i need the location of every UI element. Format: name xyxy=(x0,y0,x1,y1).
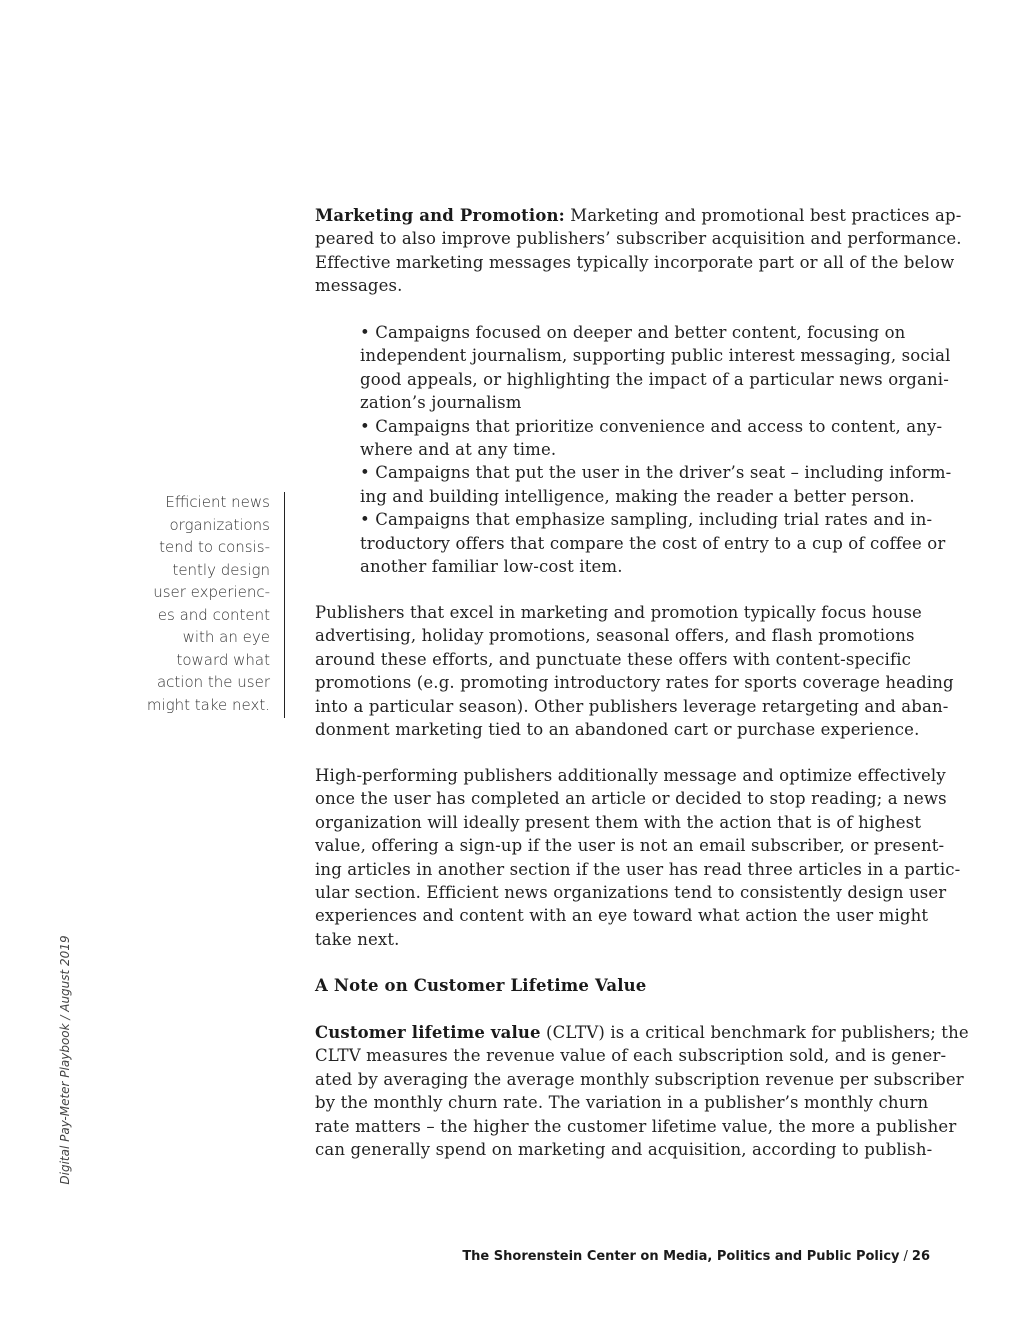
marketing-paragraph xyxy=(315,204,962,298)
bullet-line: independent journalism, supporting public interest messaging, social xyxy=(360,346,951,366)
pull-quote-line: might take next. xyxy=(146,695,270,714)
page-footer xyxy=(462,1249,930,1264)
publishers-paragraph xyxy=(315,601,954,741)
paragraph-line: peared to also improve publishers’ subscriber acquisition and performance. xyxy=(315,229,962,249)
bullet-line: • Campaigns focused on deeper and better content, focusing on xyxy=(360,323,906,342)
bullet-line: zation’s journalism xyxy=(360,393,522,413)
page-number: 26 xyxy=(911,1249,930,1264)
paragraph-line: High-performing publishers additionally message and optimize effectively xyxy=(315,766,946,785)
pull-quote-line: with an eye xyxy=(182,628,270,646)
pull-quote-line: toward what xyxy=(176,650,270,669)
cltv-section-heading: A Note on Customer Lifetime Value xyxy=(315,976,647,995)
sidebar-pull-quote xyxy=(140,491,270,716)
paragraph-line: ated by averaging the average monthly subscription revenue per subscriber xyxy=(315,1069,964,1089)
bullet-line: good appeals, or highlighting the impact of a particular news organi- xyxy=(360,369,949,389)
paragraph-line: promotions (e.g. promoting introductory rates for sports coverage heading xyxy=(315,673,954,693)
paragraph-line: around these efforts, and punctuate these offers with content-specific xyxy=(315,649,912,669)
paragraph-line: can generally spend on marketing and acquisition, according to publish- xyxy=(315,1140,933,1160)
running-side-note: Digital Pay-Meter Playbook / August 2019 xyxy=(58,935,72,1185)
paragraph-line: rate matters – the higher the customer lifetime value, the more a publisher xyxy=(315,1116,957,1136)
footer-separator: / xyxy=(903,1249,908,1264)
paragraph-line: organization will ideally present them with the action that is of highest xyxy=(315,812,922,832)
cltv-lead: Customer lifetime value xyxy=(315,1023,541,1042)
pull-quote-line: organizations xyxy=(169,515,270,534)
bullet-line: where and at any time. xyxy=(360,440,557,460)
paragraph-line: messages. xyxy=(315,276,403,296)
paragraph-line: Publishers that excel in marketing and promotion typically focus house xyxy=(315,603,922,622)
paragraph-line: Effective marketing messages typically incorporate part or all of the below xyxy=(315,252,955,272)
paragraph-line: experiences and content with an eye toward what action the user might xyxy=(315,906,929,926)
bullet-line: • Campaigns that emphasize sampling, including trial rates and in- xyxy=(360,510,933,530)
cltv-section-heading-wrap xyxy=(315,974,935,997)
bullet-line: another familiar low-cost item. xyxy=(360,557,623,577)
bullet-line: troductory offers that compare the cost of entry to a cup of coffee or xyxy=(360,533,946,553)
pull-quote-line: Efficient news xyxy=(165,493,270,511)
bullet-line: ing and building intelligence, making the reader a better person. xyxy=(360,486,915,506)
marketing-lead: Marketing and Promotion: xyxy=(315,206,565,225)
paragraph-line: ing articles in another section if the user has read three articles in a partic- xyxy=(315,859,961,879)
pull-quote-line: tend to consis- xyxy=(159,538,270,556)
paragraph-line: (CLTV) is a critical benchmark for publishers; the xyxy=(540,1023,969,1042)
pull-quote-line: user experienc- xyxy=(153,583,270,601)
pull-quote-line: action the user xyxy=(156,673,270,691)
paragraph-line: CLTV measures the revenue value of each subscription sold, and is gener- xyxy=(315,1046,947,1066)
pull-quote-divider xyxy=(284,492,285,718)
paragraph-line: by the monthly churn rate. The variation in a publisher’s monthly churn xyxy=(315,1093,929,1113)
paragraph-line: into a particular season). Other publishers leverage retargeting and aban- xyxy=(315,696,949,716)
footer-org-name: The Shorenstein Center on Media, Politics and Public Policy xyxy=(462,1249,900,1264)
paragraph-line: donment marketing tied to an abandoned cart or purchase experience. xyxy=(315,720,920,740)
bullet-line: • Campaigns that prioritize convenience and access to content, any- xyxy=(360,416,943,436)
paragraph-line: take next. xyxy=(315,929,400,949)
bullet-line: • Campaigns that put the user in the driver’s seat – including inform- xyxy=(360,463,952,483)
paragraph-line: Marketing and promotional best practices ap- xyxy=(564,206,962,225)
campaign-bullet-list xyxy=(360,321,952,578)
cltv-paragraph xyxy=(315,1021,969,1161)
paragraph-line: ular section. Efficient news organizations tend to consistently design user xyxy=(315,883,947,903)
paragraph-line: once the user has completed an article or decided to stop reading; a news xyxy=(315,789,947,809)
paragraph-line: value, offering a sign-up if the user is not an email subscriber, or present- xyxy=(315,836,945,856)
high-performing-paragraph xyxy=(315,764,961,951)
paragraph-line: advertising, holiday promotions, seasonal offers, and flash promotions xyxy=(315,626,915,646)
pull-quote-line: tently design xyxy=(172,560,270,579)
pull-quote-line: es and content xyxy=(157,605,270,624)
